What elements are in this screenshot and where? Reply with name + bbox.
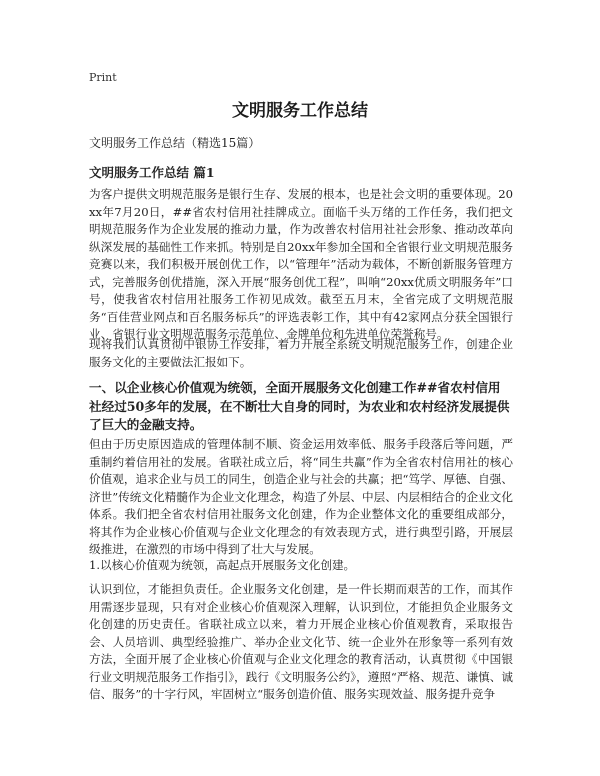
paragraph-history: 但由于历史原因造成的管理体制不顺、资金运用效率低、服务手段落后等问题，严重制约着信用社的发展。省联社成立后，将“同生共赢”作为全省农村信用社的核心价值观，追求企业与员工的同生，创造企业与社会的共赢；把“笃学、厚德、自强、济世”传统文化精髓作为企业文化理念，构造了外层、中层、内层相结合的企业文化体系。我们把全省农村信用社服务文化创建，作为企业整体文化的重要组成部分，将其作为企业核心价值观与企业文化理念的有效表现方式，进行典型引路，开展层级推进，在激烈的市场中得到了壮大与发展。 (89, 437, 513, 556)
document-title: 文明服务工作总结 (232, 101, 368, 121)
paragraph-report-intro: 现将我们认真贯彻中银协工作安排，着力开展全系统文明规范服务工作，创建企业服务文化的主要做法汇报如下。 (89, 337, 513, 369)
section-heading: 文明服务工作总结 篇1 (89, 165, 215, 180)
print-label: Print (89, 71, 117, 84)
document-subtitle: 文明服务工作总结（精选15篇） (89, 136, 261, 150)
paragraph-intro: 为客户提供文明规范服务是银行生存、发展的根本，也是社会文明的重要体现。20xx年7月20日，##省农村信用社挂牌成立。面临千头万绪的工作任务，我们把文明规范服务作为企业发展的推动力量，作为改善农村信用社社会形象、推动改革向纵深发展的基础性工作来抓。特别是自20xx年参加全国和全省银行业文明规范服务竞赛以来，我们积极开展创优工作，以“管理年”活动为载体，不断创新服务管理方式，完善服务创优措施，深入开展“服务创优工程”，叫响“20xx优质文明服务年”口号，使我省农村信用社服务工作初见成效。截至五月末，全省完成了文明规范服务“百佳营业网点和百名服务标兵”的评选表彰工作，其中有42家网点分获全国银行业、省银行业文明规范服务示范单位、金牌单位和先进单位荣誉称号。 (89, 187, 513, 341)
numbered-subheading: 1.以核心价值观为统领，高起点开展服务文化创建。 (89, 558, 356, 572)
bold-section-heading: 一、以企业核心价值观为统领，全面开展服务文化创建工作##省农村信用社经过50多年的发展，在不断壮大自身的同时，为农业和农村经济发展提供了巨大的金融支持。 (89, 380, 510, 432)
paragraph-awareness: 认识到位，才能担负责任。企业服务文化创建，是一件长期而艰苦的工作，而其作用需逐步显现，只有对企业核心价值观深入理解，认识到位，才能担负企业服务文化创建的历史责任。省联社成立以来，着力开展企业核心价值观教育，采取报告会、人员培训、典型经验推广、举办企业文化节、统一企业外在形象等一系列有效方法，全面开展了企业核心价值观与企业文化理念的教育活动，认真贯彻《中国银行业文明规范服务工作指引》，践行《文明服务公约》，遵照“严格、规范、谦慎、诚信、服务”的十字行风，牢固树立“服务创造价值、服务实现效益、服务提升竞争 (89, 582, 513, 701)
